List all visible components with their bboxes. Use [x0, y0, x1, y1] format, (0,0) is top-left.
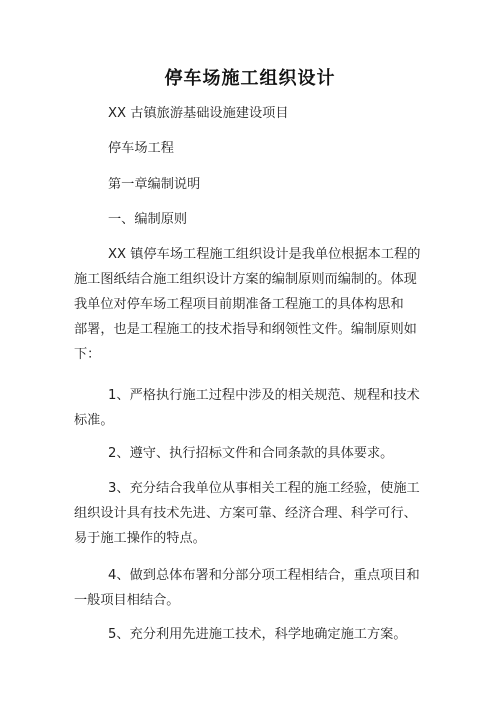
paragraph-line: 5、充分利用先进施工技术，科学地确定施工方案。	[108, 627, 407, 642]
paragraph-line: 3、充分结合我单位从事相关工程的施工经验，使施工	[108, 481, 420, 496]
document-title: 停车场施工组织设计	[164, 68, 336, 89]
list-item-5	[74, 622, 434, 647]
chapter-heading	[74, 172, 434, 197]
paragraph-line: 4、做到总体布署和分部分项工程相结合，重点项目和	[108, 568, 420, 583]
paragraph-line: 2、遵守、执行招标文件和合同条款的具体要求。	[108, 446, 394, 461]
paragraph-line: 1、严格执行施工过程中涉及的相关规范、规程和技术	[108, 388, 420, 403]
paragraph-line: 第一章编制说明	[108, 177, 201, 192]
paragraph-line: 停车场工程	[108, 141, 174, 156]
paragraph-line: 一、编制原则	[108, 212, 188, 227]
paragraph-line: 标准。	[74, 413, 114, 428]
list-item-2	[74, 441, 434, 466]
paragraph-line: 易于施工操作的特点。	[74, 531, 206, 546]
paragraph-line: 部署，也是工程施工的技术指导和纲领性文件。编制原则如	[74, 322, 417, 337]
paragraph-line: XX 镇停车场工程施工组织设计是我单位根据本工程的	[108, 247, 421, 262]
paragraph-subproject	[74, 136, 434, 161]
paragraph-line: 我单位对停车场工程项目前期准备工程施工的具体构思和	[74, 297, 404, 312]
paragraph-line: XX 古镇旅游基础设施建设项目	[108, 106, 289, 121]
paragraph-line: 下：	[74, 347, 101, 362]
paragraph-line: 施工图纸结合施工组织设计方案的编制原则而编制的。体现	[74, 272, 417, 287]
section-heading	[74, 207, 434, 232]
list-item-1	[74, 383, 434, 433]
list-item-4	[74, 563, 434, 613]
paragraph-project-name	[74, 101, 434, 126]
paragraph-line: 组织设计具有技术先进、方案可靠、经济合理、科学可行、	[74, 506, 417, 521]
paragraph-line: 一般项目相结合。	[74, 593, 180, 608]
list-item-3	[74, 476, 434, 551]
paragraph-intro	[74, 242, 434, 367]
